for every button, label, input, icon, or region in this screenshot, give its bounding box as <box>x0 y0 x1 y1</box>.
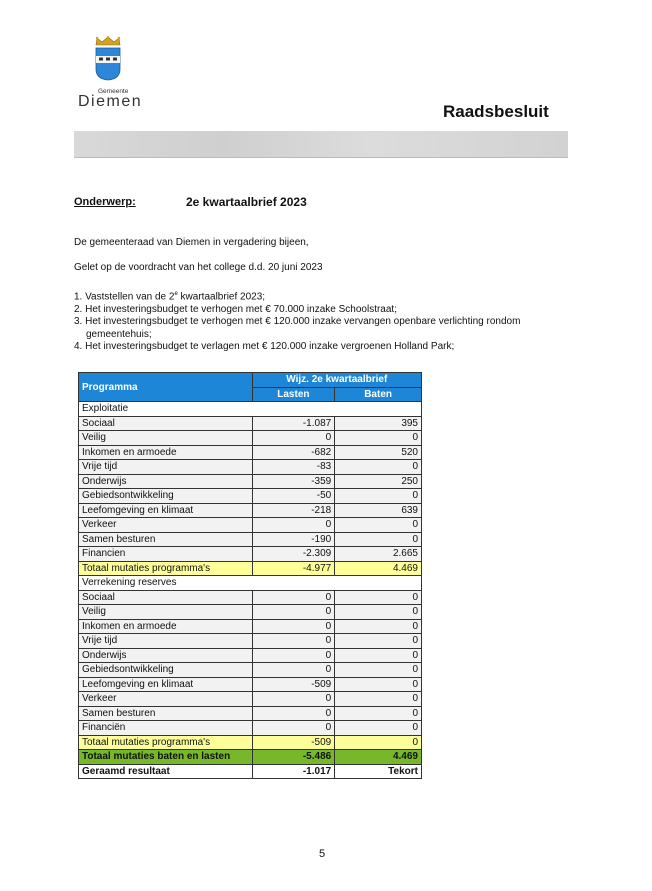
baten-cell: 4.469 <box>335 561 422 576</box>
table-row <box>79 648 422 663</box>
table-row <box>79 619 422 634</box>
decision-list <box>74 288 574 353</box>
programma-cell: Vrije tijd <box>79 460 253 475</box>
baten-cell: 0 <box>335 489 422 504</box>
baten-cell: 0 <box>335 460 422 475</box>
grand-total-row <box>79 750 422 765</box>
programma-cell: Onderwijs <box>79 474 253 489</box>
decision-item-3: 3. Het investeringsbudget te verhogen met € 120.000 inzake vervangen openbare verlichting rondom <box>74 316 521 328</box>
table-row <box>79 677 422 692</box>
baten-cell: 0 <box>335 706 422 721</box>
baten-cell: 520 <box>335 445 422 460</box>
lasten-cell: -218 <box>252 503 335 518</box>
page-number: 5 <box>319 848 326 860</box>
lasten-cell: -682 <box>252 445 335 460</box>
lasten-cell: -2.309 <box>252 547 335 562</box>
section-exploitatie <box>79 402 422 417</box>
table-row <box>79 547 422 562</box>
programma-cell: Samen besturen <box>79 706 253 721</box>
lasten-cell: -190 <box>252 532 335 547</box>
programma-cell: Gebiedsontwikkeling <box>79 489 253 504</box>
budget-table <box>78 372 422 779</box>
header-divider-bar <box>74 131 568 158</box>
baten-cell: 250 <box>335 474 422 489</box>
programma-cell: Gebiedsontwikkeling <box>79 663 253 678</box>
table-row <box>79 706 422 721</box>
municipal-crest-icon <box>95 47 121 81</box>
header-programma: Programma <box>79 373 253 402</box>
table-row <box>79 489 422 504</box>
baten-cell: 0 <box>335 721 422 736</box>
lasten-cell: 0 <box>252 706 335 721</box>
total-row-exploitatie <box>79 561 422 576</box>
lasten-cell: -4.977 <box>252 561 335 576</box>
lasten-cell: 0 <box>252 721 335 736</box>
programma-cell: Geraamd resultaat <box>79 764 253 779</box>
lasten-cell: -83 <box>252 460 335 475</box>
table-row <box>79 692 422 707</box>
table-row <box>79 721 422 736</box>
table-row <box>79 503 422 518</box>
baten-cell: 639 <box>335 503 422 518</box>
programma-cell: Vrije tijd <box>79 634 253 649</box>
decision-item-3-continuation: gemeentehuis; <box>86 328 152 340</box>
programma-cell: Leefomgeving en klimaat <box>79 677 253 692</box>
logo-small-text: Gemeente <box>98 88 129 95</box>
budget-table-body <box>79 402 422 779</box>
baten-cell: 0 <box>335 619 422 634</box>
baten-cell: 4.469 <box>335 750 422 765</box>
lasten-cell: 0 <box>252 590 335 605</box>
programma-cell: Inkomen en armoede <box>79 619 253 634</box>
table-row <box>79 474 422 489</box>
section-exploitatie-label: Exploitatie <box>79 402 422 417</box>
lasten-cell: 0 <box>252 692 335 707</box>
table-row <box>79 431 422 446</box>
baten-cell: 0 <box>335 590 422 605</box>
subject-value: 2e kwartaalbrief 2023 <box>186 195 307 209</box>
programma-cell: Financiën <box>79 721 253 736</box>
programma-cell: Verkeer <box>79 518 253 533</box>
header-lasten: Lasten <box>252 387 335 402</box>
decision-item-2: 2. Het investeringsbudget te verhogen met € 70.000 inzake Schoolstraat; <box>74 303 397 315</box>
programma-cell: Veilig <box>79 431 253 446</box>
header-group: Wijz. 2e kwartaalbrief <box>252 373 421 388</box>
baten-cell: Tekort <box>335 764 422 779</box>
table-row <box>79 605 422 620</box>
logo-name: Diemen <box>78 93 143 110</box>
decision-item-1: 1. Vaststellen van de 2e kwartaalbrief 2023; <box>74 291 266 303</box>
intro-line-1: De gemeenteraad van Diemen in vergadering bijeen, <box>74 237 309 248</box>
baten-cell: 0 <box>335 648 422 663</box>
subject-label: Onderwerp: <box>74 196 136 208</box>
lasten-cell: 0 <box>252 431 335 446</box>
table-row <box>79 634 422 649</box>
table-row <box>79 445 422 460</box>
baten-cell: 0 <box>335 663 422 678</box>
programma-cell: Onderwijs <box>79 648 253 663</box>
baten-cell: 0 <box>335 605 422 620</box>
baten-cell: 0 <box>335 735 422 750</box>
table-row <box>79 663 422 678</box>
lasten-cell: 0 <box>252 634 335 649</box>
lasten-cell: -359 <box>252 474 335 489</box>
programma-cell: Leefomgeving en klimaat <box>79 503 253 518</box>
programma-cell: Verkeer <box>79 692 253 707</box>
programma-cell: Veilig <box>79 605 253 620</box>
lasten-cell: 0 <box>252 518 335 533</box>
result-row <box>79 764 422 779</box>
lasten-cell: -509 <box>252 677 335 692</box>
crown-icon <box>95 36 121 46</box>
lasten-cell: -50 <box>252 489 335 504</box>
table-row <box>79 460 422 475</box>
baten-cell: 0 <box>335 518 422 533</box>
table-row <box>79 590 422 605</box>
baten-cell: 395 <box>335 416 422 431</box>
programma-cell: Sociaal <box>79 416 253 431</box>
programma-cell: Totaal mutaties programma's <box>79 561 253 576</box>
lasten-cell: 0 <box>252 619 335 634</box>
table-row <box>79 532 422 547</box>
intro-line-2: Gelet op de voordracht van het college d.d. 20 juni 2023 <box>74 262 323 273</box>
baten-cell: 0 <box>335 692 422 707</box>
baten-cell: 0 <box>335 532 422 547</box>
lasten-cell: -1.017 <box>252 764 335 779</box>
programma-cell: Financien <box>79 547 253 562</box>
section-reserves <box>79 576 422 591</box>
programma-cell: Inkomen en armoede <box>79 445 253 460</box>
lasten-cell: -509 <box>252 735 335 750</box>
baten-cell: 2.665 <box>335 547 422 562</box>
programma-cell: Totaal mutaties baten en lasten <box>79 750 253 765</box>
document-title: Raadsbesluit <box>443 102 549 121</box>
lasten-cell: -5.486 <box>252 750 335 765</box>
lasten-cell: 0 <box>252 663 335 678</box>
section-reserves-label: Verrekening reserves <box>79 576 422 591</box>
baten-cell: 0 <box>335 431 422 446</box>
lasten-cell: -1.087 <box>252 416 335 431</box>
programma-cell: Samen besturen <box>79 532 253 547</box>
baten-cell: 0 <box>335 677 422 692</box>
header-baten: Baten <box>335 387 422 402</box>
table-row <box>79 416 422 431</box>
table-row <box>79 518 422 533</box>
baten-cell: 0 <box>335 634 422 649</box>
programma-cell: Totaal mutaties programma's <box>79 735 253 750</box>
programma-cell: Sociaal <box>79 590 253 605</box>
total-row-reserves <box>79 735 422 750</box>
lasten-cell: 0 <box>252 648 335 663</box>
lasten-cell: 0 <box>252 605 335 620</box>
decision-item-4: 4. Het investeringsbudget te verlagen met € 120.000 inzake vergroenen Holland Park; <box>74 340 455 352</box>
